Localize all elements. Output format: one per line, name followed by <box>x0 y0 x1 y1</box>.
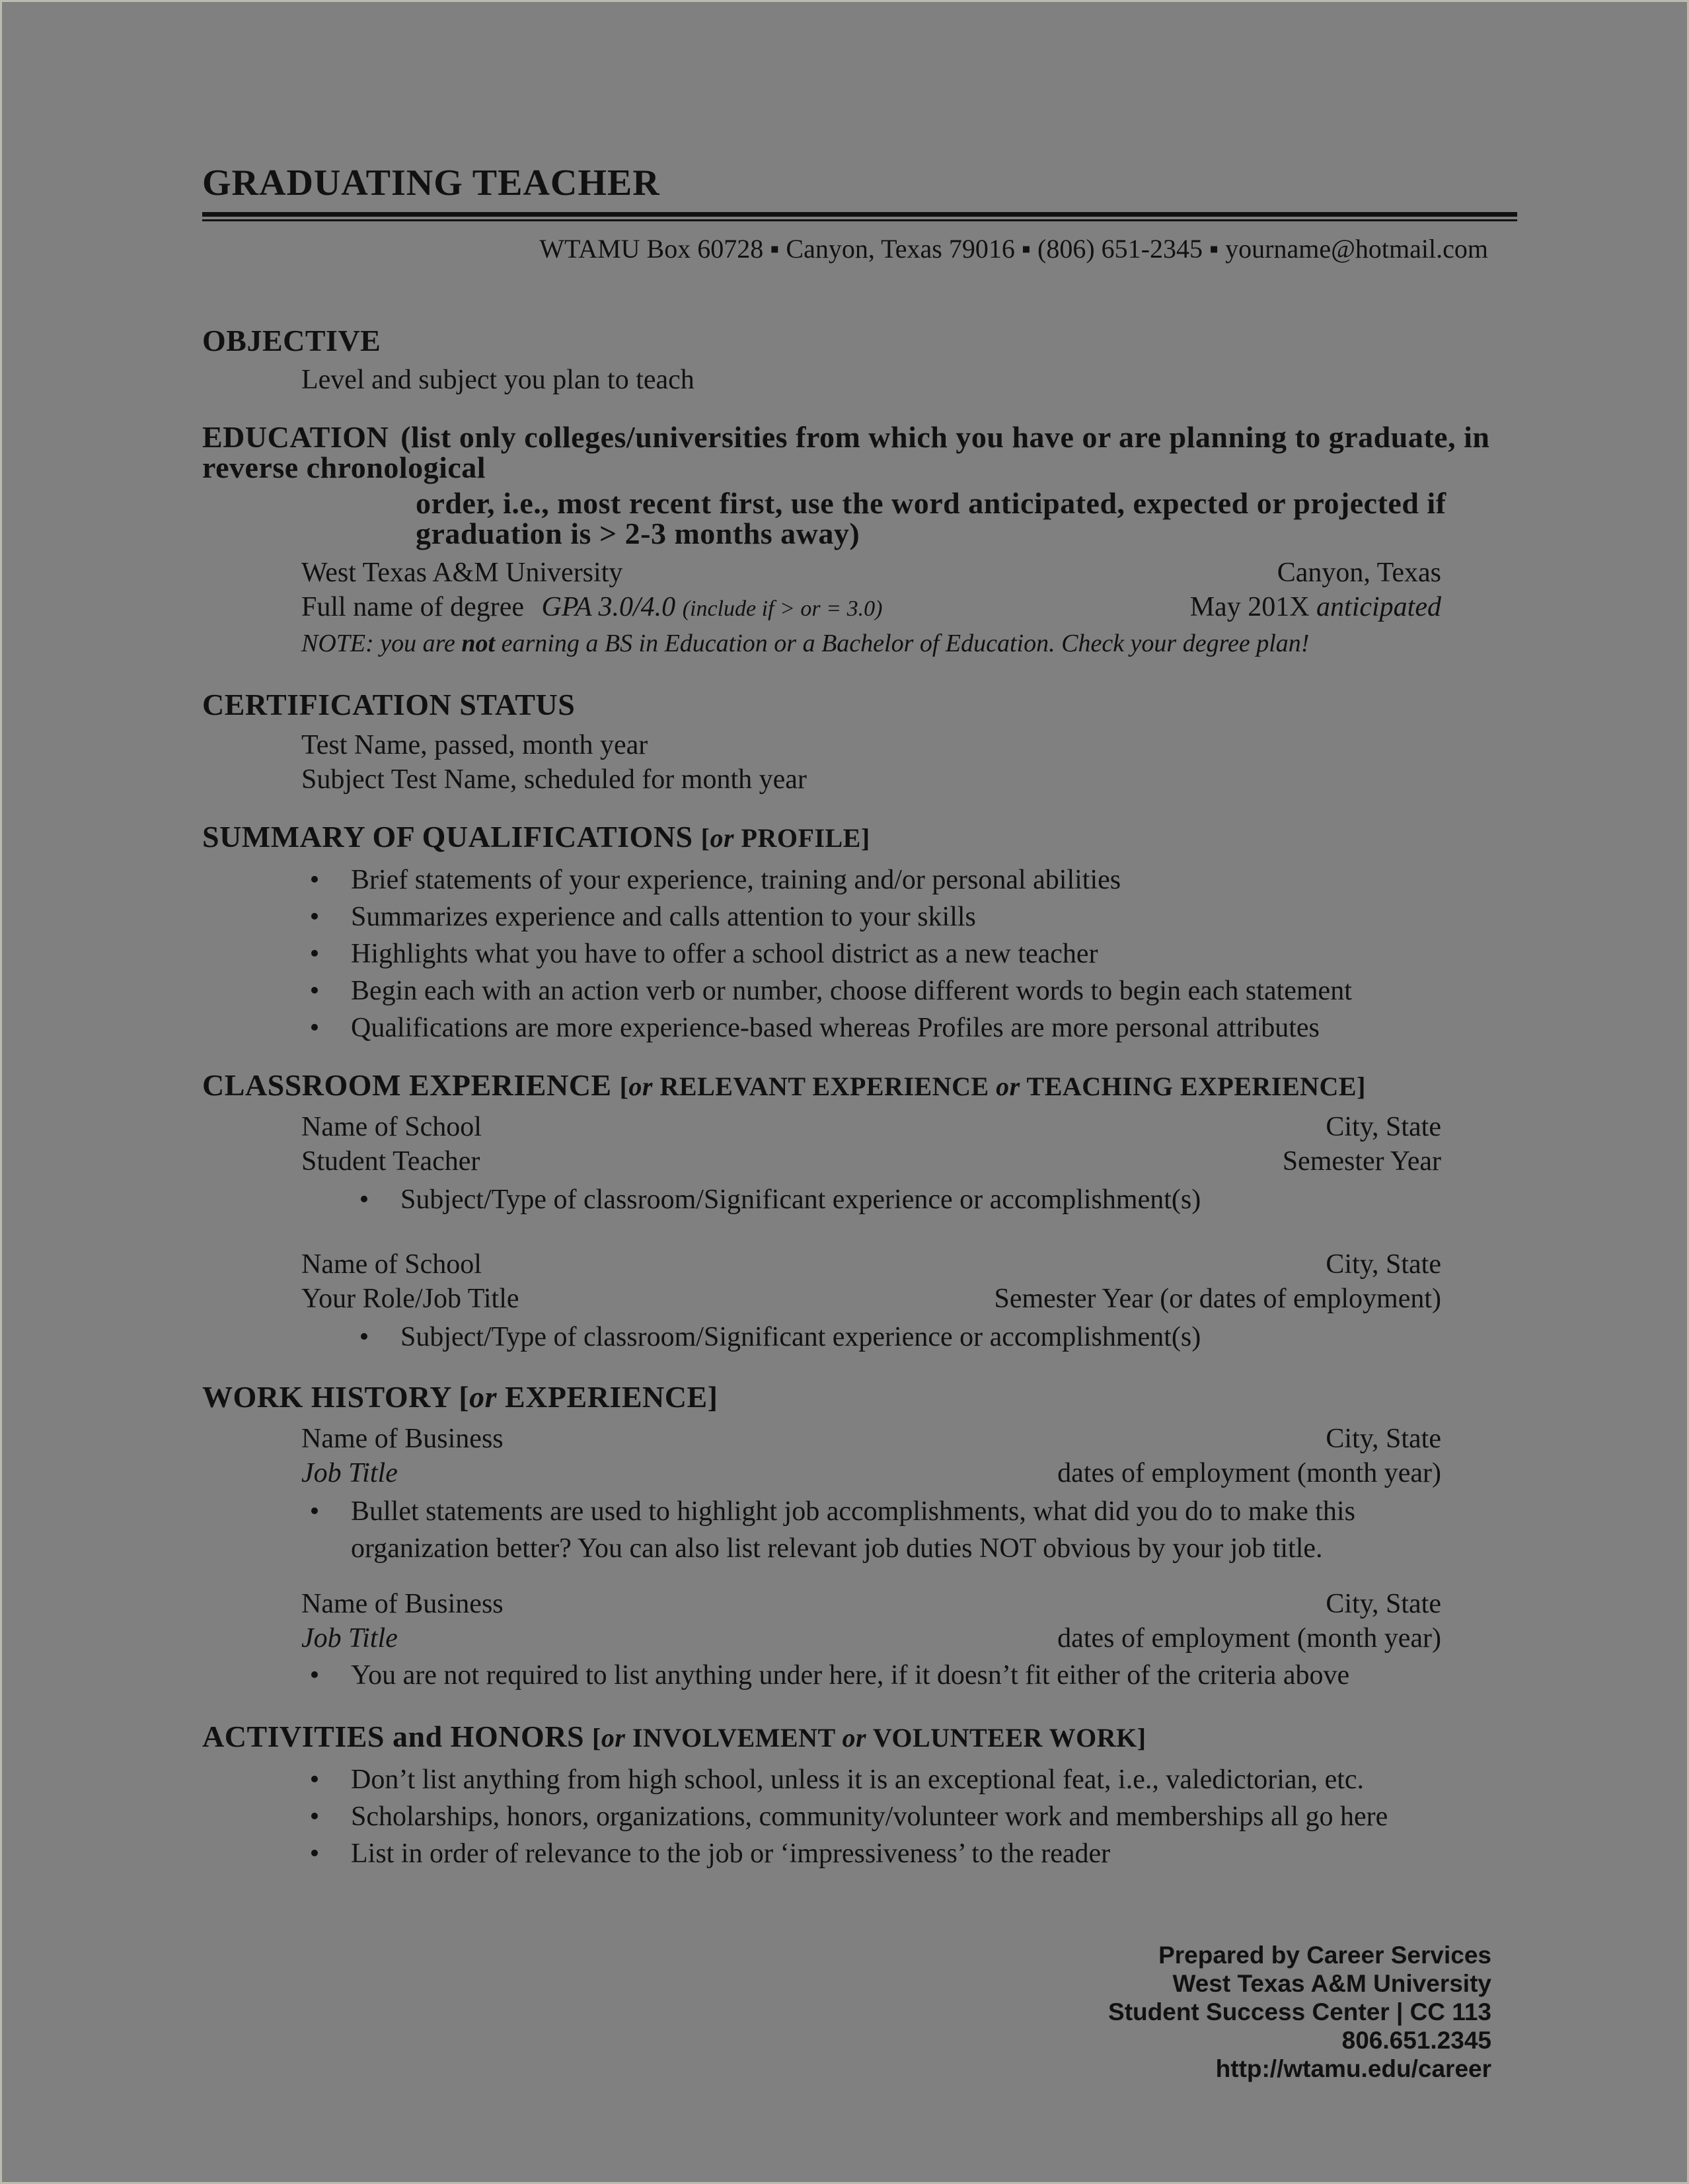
list-item <box>301 1493 1517 1567</box>
education-heading-block <box>202 422 1517 549</box>
summary-bracket-close: ] <box>860 823 870 853</box>
work-or: or <box>469 1380 498 1414</box>
classroom-school: Name of School <box>301 1112 482 1142</box>
classroom-dates: Semester Year <box>1282 1146 1441 1177</box>
classroom-heading-text: CLASSROOM EXPERIENCE <box>202 1068 612 1102</box>
education-degree-row <box>301 590 1441 626</box>
bullet-icon: • <box>309 976 320 1006</box>
work-bullet-line1: Bullet statements are used to highlight job accomplishments, what did you do to make this <box>351 1496 1355 1527</box>
list-item <box>301 935 1517 972</box>
work-bullet-line2: organization better? You can also list relevant job duties NOT obvious by your job title. <box>351 1533 1323 1564</box>
work-bullet-line1: You are not required to list anything under here, if it doesn’t fit either of the criteria above <box>351 1660 1350 1691</box>
education-degree-group <box>301 590 882 626</box>
work-location: City, State <box>1326 1424 1441 1454</box>
classroom-or2: or <box>996 1072 1020 1101</box>
list-item <box>301 898 1517 935</box>
list-item <box>301 861 1517 898</box>
education-school-row <box>301 556 1441 590</box>
activities-bracket-open: [ <box>592 1723 601 1753</box>
summary-heading-alt <box>701 823 870 853</box>
list-item <box>301 1798 1517 1835</box>
activities-bracket-close: ] <box>1137 1723 1146 1753</box>
activities-bullet-list <box>301 1761 1517 1872</box>
work-bracket-close: ] <box>707 1380 718 1414</box>
contact-line: WTAMU Box 60728 ▪ Canyon, Texas 79016 ▪ (806) 651-2345 ▪ yourname@hotmail.com <box>539 234 1488 264</box>
footer-office: Student Success Center | CC 113 <box>1108 1998 1491 2025</box>
education-degree: Full name of degree <box>301 592 525 622</box>
work-heading <box>202 1382 1517 1412</box>
classroom-alt2: TEACHING EXPERIENCE <box>1026 1072 1357 1101</box>
list-item <box>301 1009 1517 1046</box>
resume-content <box>202 161 1517 1872</box>
summary-heading <box>202 822 1517 852</box>
certification-line1: Test Name, passed, month year <box>301 730 648 760</box>
work-entry-business-row <box>301 1587 1441 1621</box>
activities-heading-text: ACTIVITIES and HONORS <box>202 1720 585 1753</box>
certification-list <box>301 728 1441 797</box>
work-entry-title-row <box>301 1456 1441 1490</box>
footer-website-link[interactable]: http://wtamu.edu/career <box>1215 2055 1491 2082</box>
classroom-alt1: RELEVANT EXPERIENCE <box>659 1072 989 1101</box>
work-entry-2-bullets <box>301 1657 1517 1694</box>
work-business: Name of Business <box>301 1589 504 1619</box>
classroom-entry-1 <box>301 1110 1441 1218</box>
bullet-icon: • <box>359 1184 369 1215</box>
education-entry <box>301 556 1441 661</box>
work-heading-alt <box>459 1380 718 1414</box>
classroom-heading-alt <box>620 1072 1366 1101</box>
education-gpa-note: (include if > or = 3.0) <box>682 597 883 621</box>
classroom-entry-role-row <box>301 1144 1441 1179</box>
summary-bracket-open: [ <box>700 823 710 853</box>
footer-university: West Texas A&M University <box>1172 1970 1491 1997</box>
summary-bullet-list <box>301 861 1517 1046</box>
education-heading: EDUCATION <box>202 420 389 454</box>
bullet-icon: • <box>309 1765 320 1795</box>
bullet-icon: • <box>309 902 320 932</box>
work-alt: EXPERIENCE <box>505 1380 708 1414</box>
education-date-qualifier: anticipated <box>1316 592 1441 622</box>
classroom-entry-2 <box>301 1247 1441 1356</box>
list-item <box>301 1835 1517 1872</box>
education-date: May 201X <box>1189 592 1310 622</box>
classroom-bracket-open: [ <box>619 1072 629 1101</box>
work-title: Job Title <box>301 1458 398 1488</box>
classroom-entry-role-row <box>301 1282 1441 1316</box>
work-location: City, State <box>1326 1589 1441 1619</box>
classroom-school: Name of School <box>301 1249 482 1280</box>
header-rule-thin <box>202 219 1517 221</box>
bullet-icon: • <box>309 939 320 969</box>
work-entry-1-bullets <box>301 1493 1517 1567</box>
work-entry-2 <box>301 1587 1441 1656</box>
summary-bullet-text: Highlights what you have to offer a school district as a new teacher <box>351 939 1098 969</box>
list-item <box>301 972 1517 1009</box>
work-bracket-open: [ <box>459 1380 470 1414</box>
summary-bullet-text: Summarizes experience and calls attention to your skills <box>351 902 976 932</box>
activities-or1: or <box>601 1723 626 1753</box>
classroom-bullet-text: Subject/Type of classroom/Significant experience or accomplishment(s) <box>400 1322 1201 1352</box>
classroom-dates: Semester Year (or dates of employment) <box>994 1284 1441 1314</box>
summary-bullet-text: Brief statements of your experience, training and/or personal abilities <box>351 865 1121 895</box>
activities-bullet-text: List in order of relevance to the job or ‘impressiveness’ to the reader <box>351 1838 1111 1869</box>
activities-bullet-text: Don’t list anything from high school, unless it is an exceptional feat, i.e., valedictorian, etc. <box>351 1765 1365 1795</box>
career-services-footer <box>993 1941 1491 2083</box>
classroom-heading <box>202 1070 1517 1101</box>
classroom-or1: or <box>628 1072 653 1101</box>
work-title: Job Title <box>301 1623 398 1654</box>
activities-heading <box>202 1722 1517 1752</box>
classroom-location: City, State <box>1326 1249 1441 1280</box>
bullet-icon: • <box>309 1013 320 1043</box>
education-date-group <box>1190 590 1441 626</box>
list-item <box>351 1181 1441 1218</box>
classroom-bullet-text: Subject/Type of classroom/Significant experience or accomplishment(s) <box>400 1184 1201 1215</box>
classroom-entry-bullets <box>351 1181 1441 1218</box>
education-warning-post: earning a BS in Education or a Bachelor of Education. Check your degree plan! <box>501 630 1310 657</box>
objective-heading: OBJECTIVE <box>202 324 381 357</box>
classroom-entry-school-row <box>301 1247 1441 1282</box>
education-warning-pre: NOTE: you are <box>301 630 455 657</box>
footer-prepared-by: Prepared by Career Services <box>1158 1942 1491 1969</box>
activities-alt1: INVOLVEMENT <box>632 1723 835 1753</box>
summary-alt: PROFILE <box>741 823 861 853</box>
objective-text: Level and subject you plan to teach <box>301 365 694 395</box>
activities-bullet-text: Scholarships, honors, organizations, community/volunteer work and memberships all go here <box>351 1802 1388 1832</box>
list-item <box>351 1319 1441 1356</box>
summary-bullet-text: Qualifications are more experience-based whereas Profiles are more personal attributes <box>351 1013 1320 1043</box>
education-note-line1: (list only colleges/universities from which you have or are planning to graduate, in reverse chronological <box>202 420 1490 484</box>
bullet-icon: • <box>309 865 320 895</box>
bullet-icon: • <box>309 1496 320 1527</box>
education-warning-bold: not <box>461 630 496 657</box>
bullet-icon: • <box>309 1802 320 1832</box>
work-business: Name of Business <box>301 1424 504 1454</box>
resume-name: GRADUATING TEACHER <box>202 163 660 203</box>
list-item <box>301 1657 1517 1694</box>
classroom-entry-school-row <box>301 1110 1441 1144</box>
education-school: West Texas A&M University <box>301 558 623 588</box>
classroom-role: Your Role/Job Title <box>301 1284 519 1314</box>
bullet-icon: • <box>309 1838 320 1869</box>
certification-line2: Subject Test Name, scheduled for month year <box>301 764 807 795</box>
work-dates: dates of employment (month year) <box>1057 1458 1441 1488</box>
bullet-icon: • <box>359 1322 369 1352</box>
classroom-role: Student Teacher <box>301 1146 480 1177</box>
summary-bullet-text: Begin each with an action verb or number, choose different words to begin each statement <box>351 976 1352 1006</box>
classroom-bracket-close: ] <box>1357 1072 1366 1101</box>
classroom-location: City, State <box>1326 1112 1441 1142</box>
summary-heading-text: SUMMARY OF QUALIFICATIONS <box>202 820 693 854</box>
work-entry-business-row <box>301 1422 1441 1456</box>
work-dates: dates of employment (month year) <box>1057 1623 1441 1654</box>
activities-alt2: VOLUNTEER WORK <box>872 1723 1137 1753</box>
education-location: Canyon, Texas <box>1277 558 1441 588</box>
activities-or2: or <box>842 1723 867 1753</box>
header-rule-thick <box>202 212 1517 217</box>
certification-heading: CERTIFICATION STATUS <box>202 688 576 721</box>
work-entry-title-row <box>301 1621 1441 1656</box>
activities-heading-alt <box>592 1723 1146 1753</box>
footer-phone: 806.651.2345 <box>1341 2027 1491 2054</box>
education-note-line2: order, i.e., most recent first, use the word anticipated, expected or projected if graduation is > 2-3 months away) <box>416 486 1446 550</box>
summary-or: or <box>710 823 735 853</box>
list-item <box>301 1761 1517 1798</box>
classroom-entry-bullets <box>351 1319 1441 1356</box>
bullet-icon: • <box>309 1660 320 1691</box>
work-heading-text: WORK HISTORY <box>202 1380 451 1414</box>
work-entry-1 <box>301 1422 1441 1490</box>
education-gpa: GPA 3.0/4.0 <box>541 592 676 622</box>
education-warning <box>301 626 1441 661</box>
